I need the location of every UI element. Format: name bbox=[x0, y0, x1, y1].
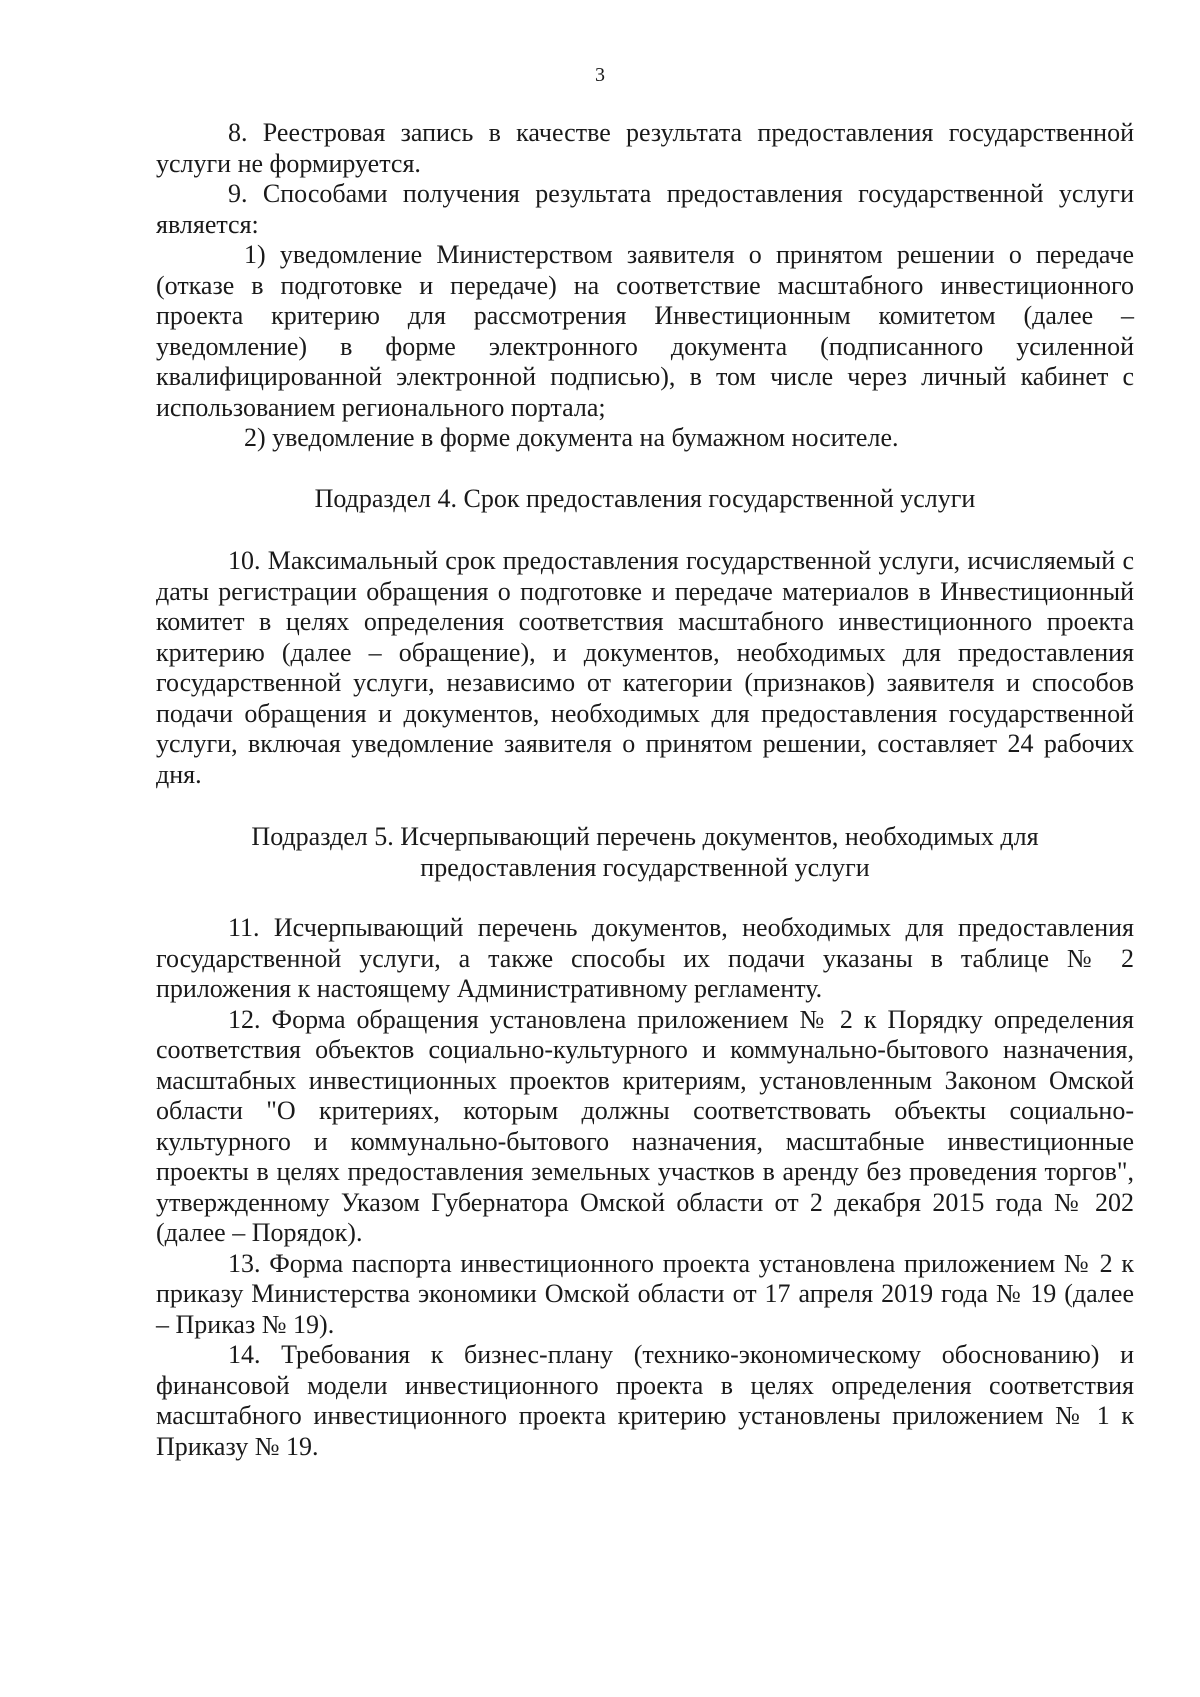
paragraph-9: 9. Способами получения результата предоставления государственной услуги является: bbox=[156, 179, 1134, 239]
paragraph-9-item-2: 2) уведомление в форме документа на бумажном носителе. bbox=[244, 423, 899, 452]
section-5-heading: Подраздел 5. Исчерпывающий перечень документов, необходимых для предоставления государственной услуги bbox=[251, 822, 1039, 882]
document-body bbox=[156, 118, 1134, 1462]
paragraph-11: 11. Исчерпывающий перечень документов, необходимых для предоставления государственной услуги, а также способы их подачи указаны в таблице № 2 приложения к настоящему Административному регламенту. bbox=[156, 913, 1134, 1003]
section-4-heading: Подраздел 4. Срок предоставления государственной услуги bbox=[314, 483, 976, 513]
paragraph-8: 8. Реестровая запись в качестве результата предоставления государственной услуги не формируется. bbox=[156, 118, 1134, 178]
paragraph-12: 12. Форма обращения установлена приложением № 2 к Порядку определения соответствия объектов социально-культурного и коммунально-бытового назначения, масштабных инвестиционных проектов критериям, установленным Законом Омской области "О критериях, которым должны соответствовать объекты социально-культурного и коммунально-бытового назначения, масштабные инвестиционные проекты в целях предоставления земельных участков в аренду без проведения торгов", утвержденному Указом Губернатора Омской области от 2 декабря 2015 года № 202 (далее – Порядок). bbox=[156, 1004, 1134, 1247]
paragraph-10: 10. Максимальный срок предоставления государственной услуги, исчисляемый с даты регистрации обращения о подготовке и передаче материалов в Инвестиционный комитет в целях определения соответствия масштабного инвестиционного проекта критерию (далее – обращение), и документов, необходимых для предоставления государственной услуги, независимо от категории (признаков) заявителя и способов подачи обращения и документов, необходимых для предоставления государственной услуги, включая уведомление заявителя о принятом решении, составляет 24 рабочих дня. bbox=[156, 546, 1134, 789]
paragraph-14: 14. Требования к бизнес-плану (технико-экономическому обоснованию) и финансовой модели инвестиционного проекта в целях определения соответствия масштабного инвестиционного проекта критерию установлены приложением № 1 к Приказу № 19. bbox=[156, 1340, 1134, 1461]
paragraph-13: 13. Форма паспорта инвестиционного проекта установлена приложением № 2 к приказу Министерства экономики Омской области от 17 апреля 2019 года № 19 (далее – Приказ № 19). bbox=[156, 1248, 1134, 1339]
paragraph-9-item-1: 1) уведомление Министерством заявителя о принятом решении о передаче (отказе в подготовке и передаче) на соответствие масштабного инвестиционного проекта критерию для рассмотрения Инвестиционным комитетом (далее – уведомление) в форме электронного документа (подписанного усиленной квалифицированной электронной подписью), в том числе через личный кабинет с использованием регионального портала; bbox=[156, 240, 1134, 422]
page-number: 3 bbox=[595, 64, 605, 86]
